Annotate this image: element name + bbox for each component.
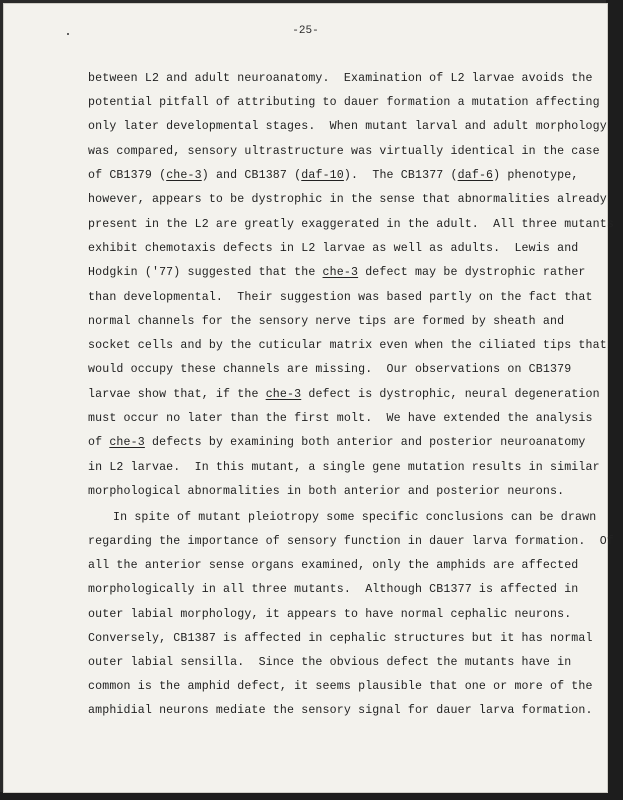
gene-name: che-3: [265, 388, 302, 401]
text-line: amphidial neurons mediate the sensory signal for dauer larva formation.: [88, 704, 593, 717]
text-line: regarding the importance of sensory function in dauer larva formation. Of: [88, 535, 614, 548]
text-line: outer labial sensilla. Since the obvious defect the mutants have in: [88, 656, 572, 669]
text-line: present in the L2 are greatly exaggerated in the adult. All three mutants: [88, 218, 614, 231]
text-line: [88, 388, 600, 401]
text-line: than developmental. Their suggestion was based partly on the fact that: [88, 291, 593, 304]
page-number: -25-: [292, 25, 319, 37]
text-line: morphologically in all three mutants. Although CB1377 is affected in: [88, 583, 579, 596]
gene-name: daf-10: [301, 169, 344, 182]
text-run: defect may be dystrophic rather: [358, 266, 586, 279]
text-line: morphological abnormalities in both anterior and posterior neurons.: [88, 485, 565, 498]
gene-name: che-3: [322, 266, 359, 279]
text-line: outer labial morphology, it appears to have normal cephalic neurons.: [88, 608, 572, 621]
gene-name: che-3: [166, 169, 202, 182]
text-run: larvae show that, if the: [88, 388, 266, 401]
text-run: of CB1379 (: [88, 169, 167, 182]
gene-name: che-3: [109, 436, 145, 449]
text-line: Conversely, CB1387 is affected in cephalic structures but it has normal: [88, 632, 593, 645]
text-line: however, appears to be dystrophic in the sense that abnormalities already: [88, 193, 607, 206]
text-line: must occur no later than the first molt. We have extended the analysis: [88, 412, 593, 425]
text-line: in L2 larvae. In this mutant, a single gene mutation results in similar: [88, 461, 600, 474]
text-line: all the anterior sense organs examined, only the amphids are affected: [88, 559, 579, 572]
text-run: defect is dystrophic, neural degeneration: [301, 388, 600, 401]
text-line: between L2 and adult neuroanatomy. Examination of L2 larvae avoids the: [88, 72, 593, 85]
text-line: socket cells and by the cuticular matrix even when the ciliated tips that: [88, 339, 607, 352]
text-line: exhibit chemotaxis defects in L2 larvae as well as adults. Lewis and: [88, 242, 579, 255]
text-run: defects by examining both anterior and posterior neuroanatomy: [144, 436, 586, 449]
text-run: Hodgkin ('77) suggested that the: [88, 266, 323, 279]
scan-edge-bottom: [0, 792, 623, 800]
text-line: [88, 266, 586, 279]
text-line: only later developmental stages. When mutant larval and adult morphology: [88, 120, 607, 133]
text-run: of: [88, 436, 110, 449]
document-page: [3, 3, 614, 793]
scan-edge-right: [606, 0, 623, 800]
text-line: potential pitfall of attributing to dauer formation a mutation affecting: [88, 96, 600, 109]
text-line: normal channels for the sensory nerve tips are formed by sheath and: [88, 315, 565, 328]
text-run: ) phenotype,: [493, 169, 579, 182]
text-line: would occupy these channels are missing. Our observations on CB1379: [88, 363, 572, 376]
text-line: [88, 169, 578, 182]
text-line: In spite of mutant pleiotropy some specific conclusions can be drawn: [113, 511, 597, 524]
text-line: common is the amphid defect, it seems plausible that one or more of the: [88, 680, 593, 693]
text-line: was compared, sensory ultrastructure was virtually identical in the case: [88, 145, 600, 158]
gene-name: daf-6: [457, 169, 494, 182]
text-line: [88, 436, 586, 449]
text-run: ) and CB1387 (: [201, 169, 302, 182]
text-run: ). The CB1377 (: [343, 169, 458, 182]
